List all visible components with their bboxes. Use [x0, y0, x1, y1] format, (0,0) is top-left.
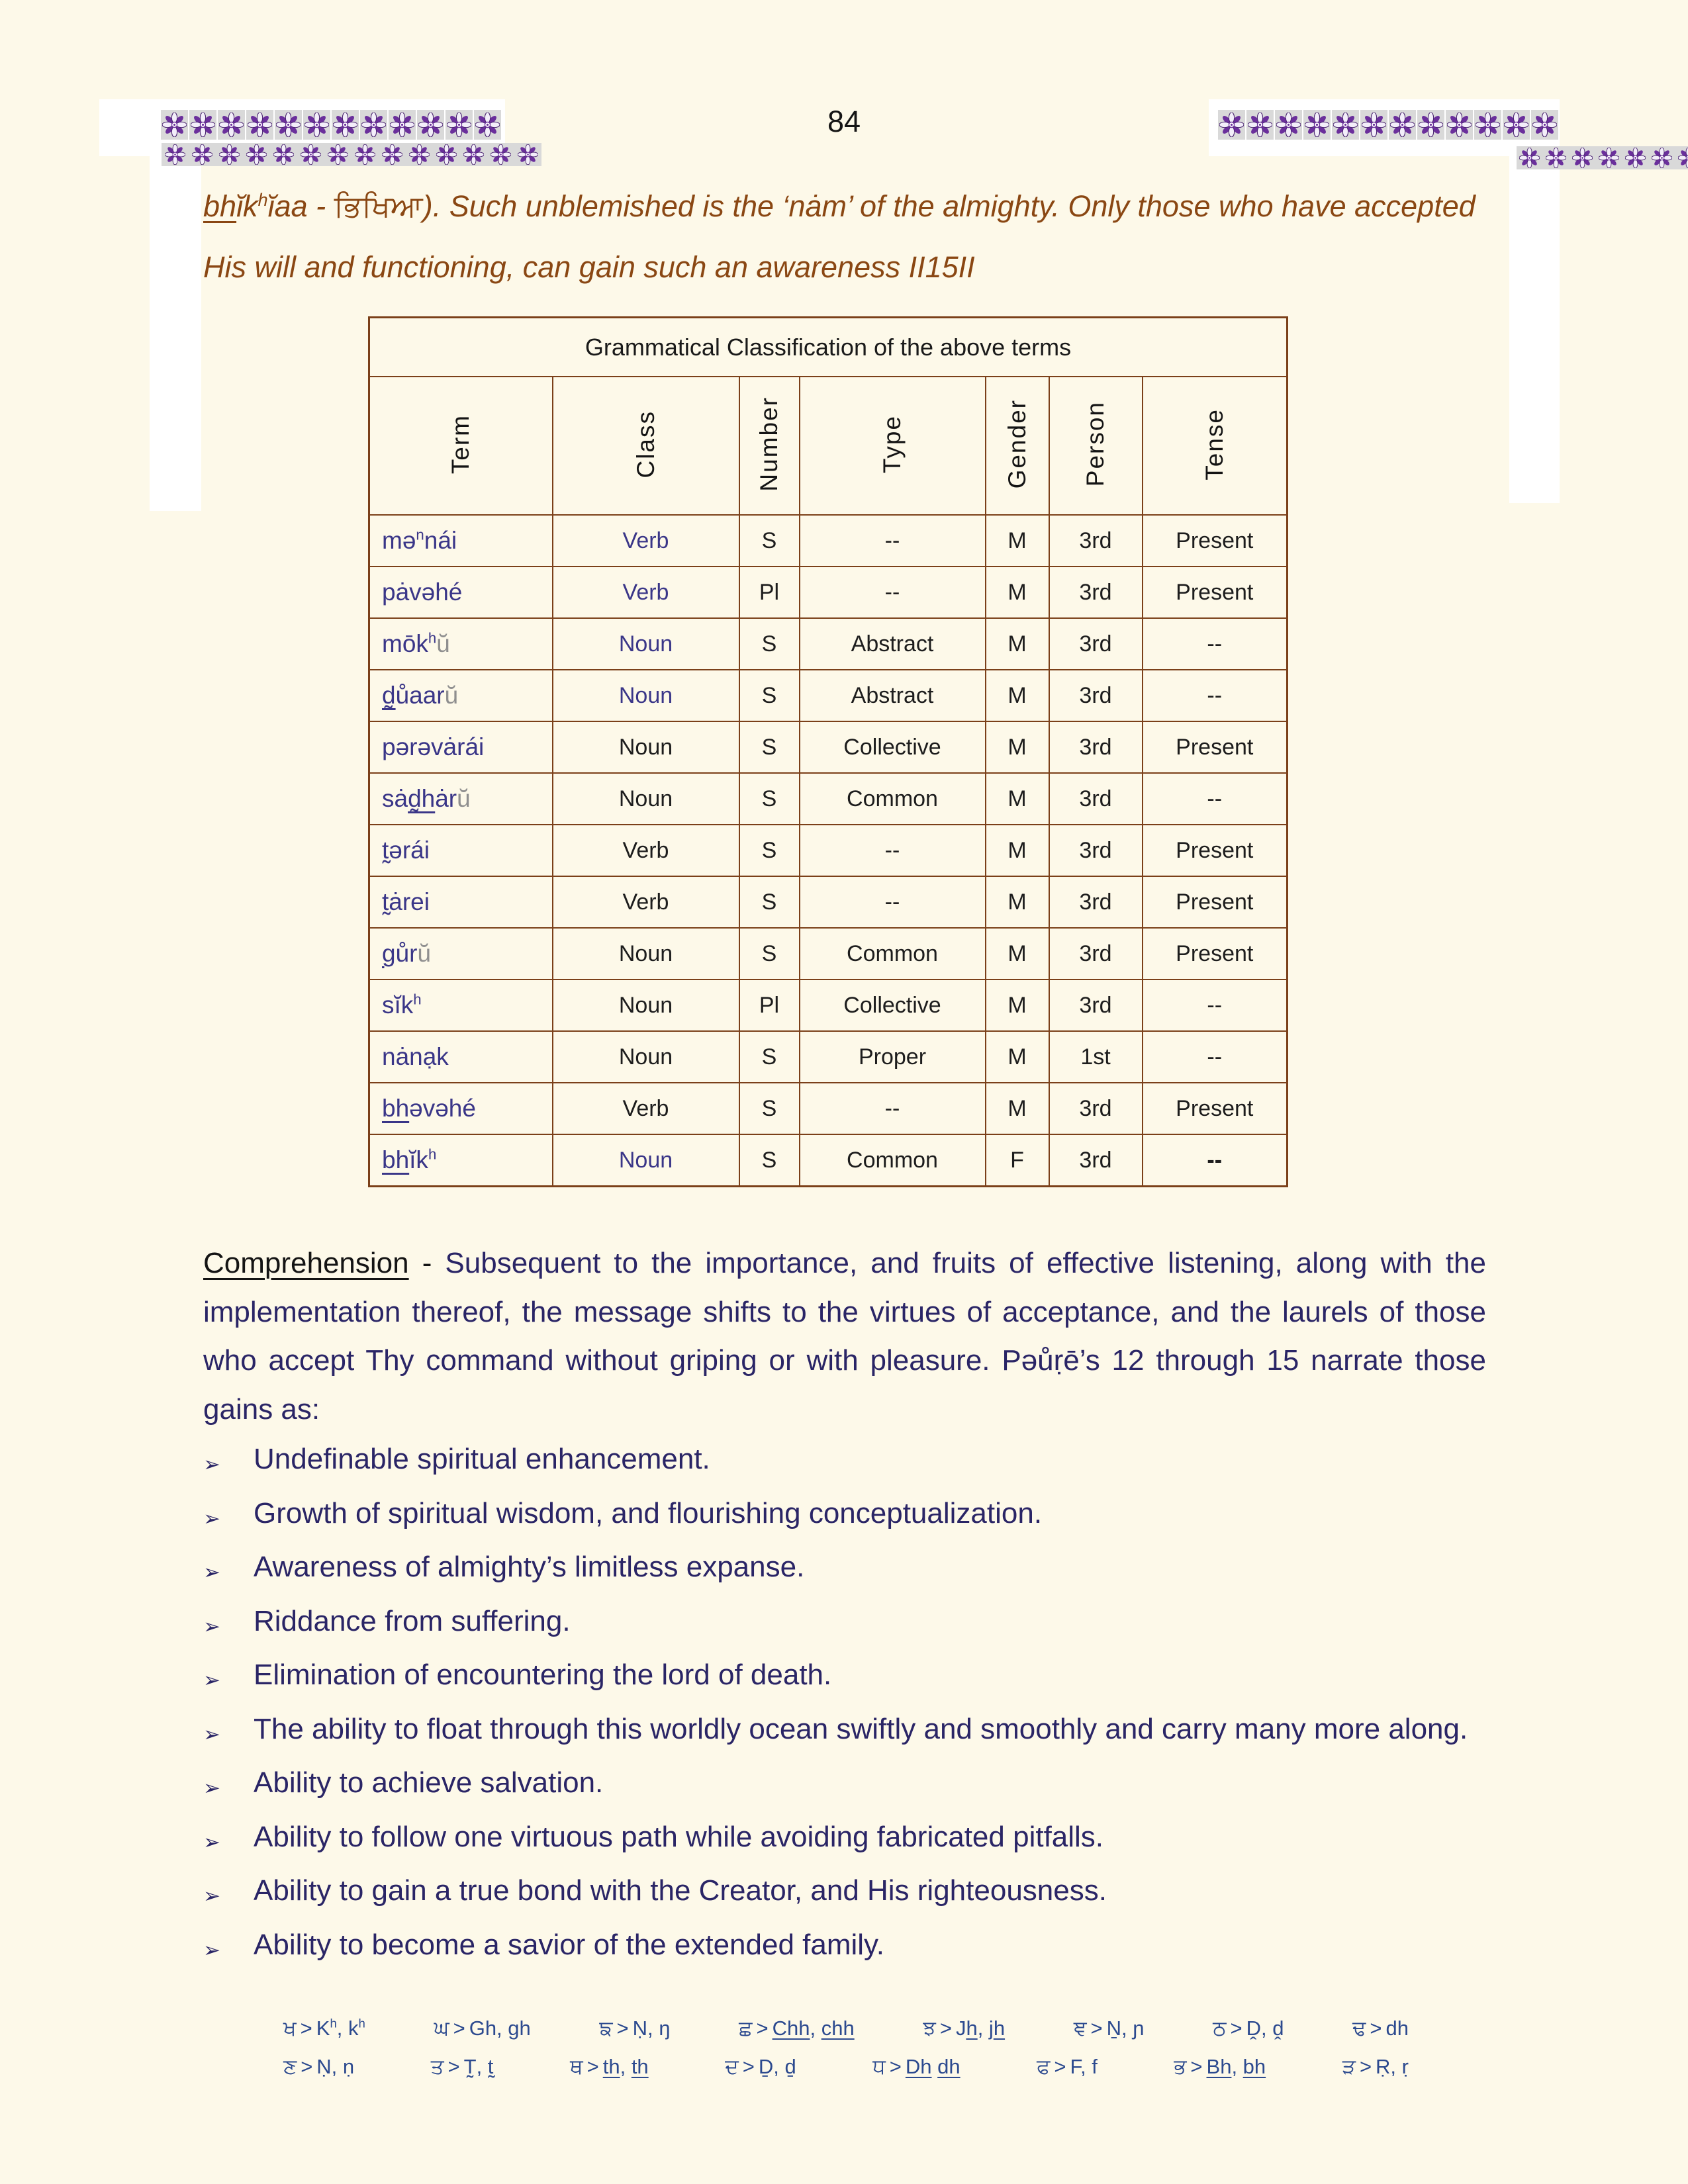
tense-cell: Present: [1143, 876, 1288, 928]
key-item: ਢ > dh: [1352, 2017, 1409, 2040]
gurmukhi-letter: ਛ: [739, 2017, 753, 2040]
tense-cell: Present: [1143, 567, 1288, 618]
table-row: [369, 876, 1288, 928]
person-cell: 3rd: [1049, 1134, 1143, 1187]
gender-cell: M: [986, 1083, 1049, 1134]
person-cell: 3rd: [1049, 928, 1143, 979]
class-cell: Verb: [553, 876, 739, 928]
gurmukhi-letter: ਦ: [725, 2055, 739, 2078]
arrow-bullet-icon: ➢: [203, 1453, 220, 1476]
flower-ornament-icon: [1543, 146, 1570, 169]
tense-cell: Present: [1143, 721, 1288, 773]
key-line: [283, 2009, 1409, 2048]
person-cell: 3rd: [1049, 876, 1143, 928]
table-title-row: [369, 318, 1288, 377]
table-row: [369, 773, 1288, 825]
tense-cell: --: [1143, 670, 1288, 721]
gender-cell: M: [986, 670, 1049, 721]
flower-ornament-icon: [1622, 146, 1649, 169]
key-line: [283, 2048, 1409, 2086]
person-cell: 3rd: [1049, 567, 1143, 618]
flower-ornament-icon: [162, 143, 189, 166]
flower-ornament-icon: [514, 143, 541, 166]
key-item: ਣ > Ṇ, ṇ: [283, 2055, 355, 2078]
gender-cell: M: [986, 773, 1049, 825]
type-cell: Common: [800, 928, 986, 979]
key-item: ਘ > Gh, gh: [434, 2017, 531, 2040]
tense-cell: Present: [1143, 1083, 1288, 1134]
number-cell: S: [739, 1134, 800, 1187]
flower-ornament-icon: [352, 143, 379, 166]
type-cell: Abstract: [800, 618, 986, 670]
class-cell: Noun: [553, 670, 739, 721]
flower-ornament-icon: [1649, 146, 1675, 169]
key-item: ਦ > Ḏ, ḏ: [725, 2055, 796, 2078]
column-header-tense: Tense: [1143, 377, 1288, 515]
column-header-person: Person: [1049, 377, 1143, 515]
flower-ornament-icon: [460, 143, 487, 166]
arrow-bullet-icon: ➢: [203, 1830, 220, 1854]
term-cell: gůrŭ: [369, 928, 553, 979]
column-header-gender: Gender: [986, 377, 1049, 515]
gurmukhi-letter: ਝ: [923, 2017, 936, 2040]
type-cell: --: [800, 825, 986, 876]
person-cell: 3rd: [1049, 515, 1143, 567]
list-item-text: Ability to achieve salvation.: [254, 1766, 604, 1799]
class-cell: Verb: [553, 1083, 739, 1134]
term-cell: pȧvəhé: [369, 567, 553, 618]
gurmukhi-letter: ਠ: [1213, 2017, 1227, 2040]
tense-cell: Present: [1143, 928, 1288, 979]
number-cell: S: [739, 618, 800, 670]
gender-cell: M: [986, 928, 1049, 979]
table-row: [369, 721, 1288, 773]
number-cell: S: [739, 1083, 800, 1134]
person-cell: 3rd: [1049, 825, 1143, 876]
person-cell: 3rd: [1049, 773, 1143, 825]
list-item-text: Awareness of almighty’s limitless expanse.: [254, 1551, 805, 1583]
list-item-text: Undefinable spiritual enhancement.: [254, 1443, 710, 1475]
type-cell: Proper: [800, 1031, 986, 1083]
flower-ornament-icon: [1675, 146, 1688, 169]
type-cell: Collective: [800, 979, 986, 1031]
key-item: ਤ > T̰, t̰: [430, 2055, 494, 2078]
type-cell: --: [800, 567, 986, 618]
class-cell: Noun: [553, 979, 739, 1031]
number-cell: S: [739, 773, 800, 825]
page-number: 84: [827, 105, 861, 138]
flower-ornament-icon: [1596, 146, 1622, 169]
term-cell: t̰ȧrei: [369, 876, 553, 928]
tense-cell: --: [1143, 1031, 1288, 1083]
column-header-class: Class: [553, 377, 739, 515]
arrow-bullet-icon: ➢: [203, 1776, 220, 1799]
table-row: [369, 567, 1288, 618]
arrow-bullet-icon: ➢: [203, 1668, 220, 1692]
table-row: [369, 670, 1288, 721]
number-cell: S: [739, 876, 800, 928]
list-item: [203, 1758, 1494, 1813]
list-item-text: Growth of spiritual wisdom, and flourishing conceptualization.: [254, 1496, 1043, 1529]
number-cell: S: [739, 670, 800, 721]
table-row: [369, 1134, 1288, 1187]
flower-border-left: [162, 143, 541, 166]
table-row: [369, 515, 1288, 567]
class-cell: Noun: [553, 618, 739, 670]
gender-cell: M: [986, 979, 1049, 1031]
type-cell: Common: [800, 773, 986, 825]
class-cell: Noun: [553, 1134, 739, 1187]
key-item: ਫ > F, f: [1037, 2055, 1098, 2078]
arrow-bullet-icon: ➢: [203, 1506, 220, 1530]
list-item-text: Elimination of encountering the lord of death.: [254, 1659, 832, 1691]
key-item: ਞ > Ṉ, ɲ: [1073, 2017, 1145, 2040]
tense-cell: --: [1143, 773, 1288, 825]
gurmukhi-letter: ਘ: [434, 2017, 449, 2040]
type-cell: Abstract: [800, 670, 986, 721]
number-cell: S: [739, 1031, 800, 1083]
arrow-bullet-icon: ➢: [203, 1561, 220, 1584]
person-cell: 3rd: [1049, 670, 1143, 721]
list-item: [203, 1866, 1494, 1921]
person-cell: 3rd: [1049, 618, 1143, 670]
list-item: [203, 1435, 1494, 1489]
key-item: ਝ > Jh, jh: [923, 2017, 1006, 2040]
gender-cell: M: [986, 721, 1049, 773]
column-header-type: Type: [800, 377, 986, 515]
gurmukhi-letter: ਧ: [872, 2055, 886, 2078]
gurmukhi-letter: ਥ: [569, 2055, 583, 2078]
list-item-text: The ability to float through this worldly ocean swiftly and smoothly and carry many more along.: [254, 1712, 1468, 1745]
arrow-bullet-icon: ➢: [203, 1938, 220, 1962]
class-cell: Verb: [553, 515, 739, 567]
tense-cell: --: [1143, 1134, 1288, 1187]
type-cell: --: [800, 515, 986, 567]
list-item-text: Ability to gain a true bond with the Creator, and His righteousness.: [254, 1874, 1107, 1907]
list-item: [203, 1705, 1494, 1759]
flower-ornament-icon: [406, 143, 433, 166]
key-item: ਛ > Chh, chh: [739, 2017, 855, 2040]
key-item: ਠ > Ḓ, ḓ: [1213, 2017, 1284, 2040]
class-cell: Noun: [553, 721, 739, 773]
tense-cell: --: [1143, 979, 1288, 1031]
key-item: ਙ > Ṇ, ŋ: [599, 2017, 671, 2040]
table-row: [369, 1031, 1288, 1083]
comprehension-separator: -: [408, 1247, 445, 1279]
list-item: [203, 1813, 1494, 1867]
number-cell: S: [739, 825, 800, 876]
gurmukhi-letter: ਭ: [1174, 2055, 1187, 2078]
term-cell: bhĭk$^h$: [369, 1134, 553, 1187]
key-item: ਖ > $K^h$, $k^h$: [283, 2016, 365, 2040]
gender-cell: M: [986, 876, 1049, 928]
gains-list: [203, 1435, 1494, 1974]
table-row: [369, 1083, 1288, 1134]
gurmukhi-letter: ਣ: [283, 2055, 297, 2078]
class-cell: Noun: [553, 1031, 739, 1083]
list-item: [203, 1597, 1494, 1651]
list-item-text: Riddance from suffering.: [254, 1604, 571, 1637]
term-cell: d̰ůaarŭ: [369, 670, 553, 721]
gurmukhi-letter: ਤ: [430, 2055, 444, 2078]
term-cell: mōk$^h$ŭ: [369, 618, 553, 670]
flower-ornament-icon: [243, 143, 270, 166]
arrow-bullet-icon: ➢: [203, 1722, 220, 1746]
term-cell: bhəvəhé: [369, 1083, 553, 1134]
flower-ornament-icon: [1517, 146, 1543, 169]
gender-cell: M: [986, 515, 1049, 567]
gender-cell: M: [986, 825, 1049, 876]
column-header-term: Term: [369, 377, 553, 515]
flower-ornament-icon: [324, 143, 352, 166]
gender-cell: M: [986, 1031, 1049, 1083]
number-cell: S: [739, 928, 800, 979]
gurmukhi-letter: ਞ: [1073, 2017, 1087, 2040]
class-cell: Verb: [553, 825, 739, 876]
tense-cell: --: [1143, 618, 1288, 670]
key-item: ੜ > Ṛ, ṛ: [1342, 2055, 1409, 2078]
term-cell: sĭk$^h$: [369, 979, 553, 1031]
list-item-text: Ability to become a savior of the extended family.: [254, 1928, 885, 1961]
person-cell: 3rd: [1049, 1083, 1143, 1134]
gurmukhi-letter: ਙ: [599, 2017, 613, 2040]
gurmukhi-letter: ਢ: [1352, 2017, 1366, 2040]
flower-ornament-icon: [379, 143, 406, 166]
term-cell: sȧd̰hȧrŭ: [369, 773, 553, 825]
list-item: [203, 1921, 1494, 1975]
class-cell: Noun: [553, 773, 739, 825]
table-row: [369, 928, 1288, 979]
list-item: [203, 1489, 1494, 1543]
type-cell: --: [800, 876, 986, 928]
gurmukhi-letter: ਖ: [283, 2017, 297, 2040]
class-cell: Verb: [553, 567, 739, 618]
flower-ornament-icon: [270, 143, 297, 166]
gurmukhi-letter: ੜ: [1342, 2055, 1356, 2078]
comprehension-heading: Comprehension: [203, 1247, 409, 1279]
key-item: ਧ > Dh dh: [872, 2055, 961, 2078]
person-cell: 1st: [1049, 1031, 1143, 1083]
arrow-bullet-icon: ➢: [203, 1614, 220, 1638]
gender-cell: F: [986, 1134, 1049, 1187]
comprehension-paragraph: [203, 1239, 1486, 1433]
grammar-table: [368, 316, 1288, 1187]
term-cell: t̰ərái: [369, 825, 553, 876]
flower-ornament-icon: [1570, 146, 1596, 169]
type-cell: --: [800, 1083, 986, 1134]
comprehension-body: Subsequent to the importance, and fruits of effective listening, along with the implementation thereof, the message shifts to the virtues of acceptance, and the laurels of those who accept Thy command without griping or with pleasure. Pəůṛē’s 12 through 15 narrate those gains as:: [203, 1247, 1486, 1426]
number-cell: Pl: [739, 979, 800, 1031]
list-item-text: Ability to follow one virtuous path while avoiding fabricated pitfalls.: [254, 1820, 1104, 1853]
arrow-bullet-icon: ➢: [203, 1884, 220, 1907]
person-cell: 3rd: [1049, 979, 1143, 1031]
gender-cell: M: [986, 618, 1049, 670]
term-cell: nȧnạk: [369, 1031, 553, 1083]
tense-cell: Present: [1143, 825, 1288, 876]
person-cell: 3rd: [1049, 721, 1143, 773]
key-item: ਭ > Bh, bh: [1174, 2055, 1266, 2078]
term-cell: mə$^n$nái: [369, 515, 553, 567]
heading-translation: bhĭk$^h$ĭaa - ਭਿਖਿਆ). Such unblemished is the ‘nȧm’ of the almighty. Only those who have accepted His will and functioning, can gain such an awareness II15II: [203, 189, 1476, 284]
gurmukhi-letter: ਫ: [1037, 2055, 1051, 2078]
table-header-row: [369, 377, 1288, 515]
flower-ornament-icon: [189, 143, 216, 166]
column-header-number: Number: [739, 377, 800, 515]
term-cell: pərəvȧrái: [369, 721, 553, 773]
flower-ornament-icon: [487, 143, 514, 166]
table-title: Grammatical Classification of the above terms: [369, 318, 1288, 377]
class-cell: Noun: [553, 928, 739, 979]
table-row: [369, 979, 1288, 1031]
list-item: [203, 1651, 1494, 1705]
type-cell: Collective: [800, 721, 986, 773]
number-cell: S: [739, 515, 800, 567]
flower-border-right: [1517, 146, 1688, 169]
flower-ornament-icon: [216, 143, 243, 166]
number-cell: Pl: [739, 567, 800, 618]
list-item: [203, 1543, 1494, 1597]
flower-ornament-icon: [297, 143, 324, 166]
gender-cell: M: [986, 567, 1049, 618]
transliteration-key: [283, 2009, 1409, 2086]
key-item: ਥ > th, th: [569, 2055, 649, 2078]
type-cell: Common: [800, 1134, 986, 1187]
number-cell: S: [739, 721, 800, 773]
flower-ornament-icon: [433, 143, 460, 166]
tense-cell: Present: [1143, 515, 1288, 567]
table-row: [369, 618, 1288, 670]
table-row: [369, 825, 1288, 876]
